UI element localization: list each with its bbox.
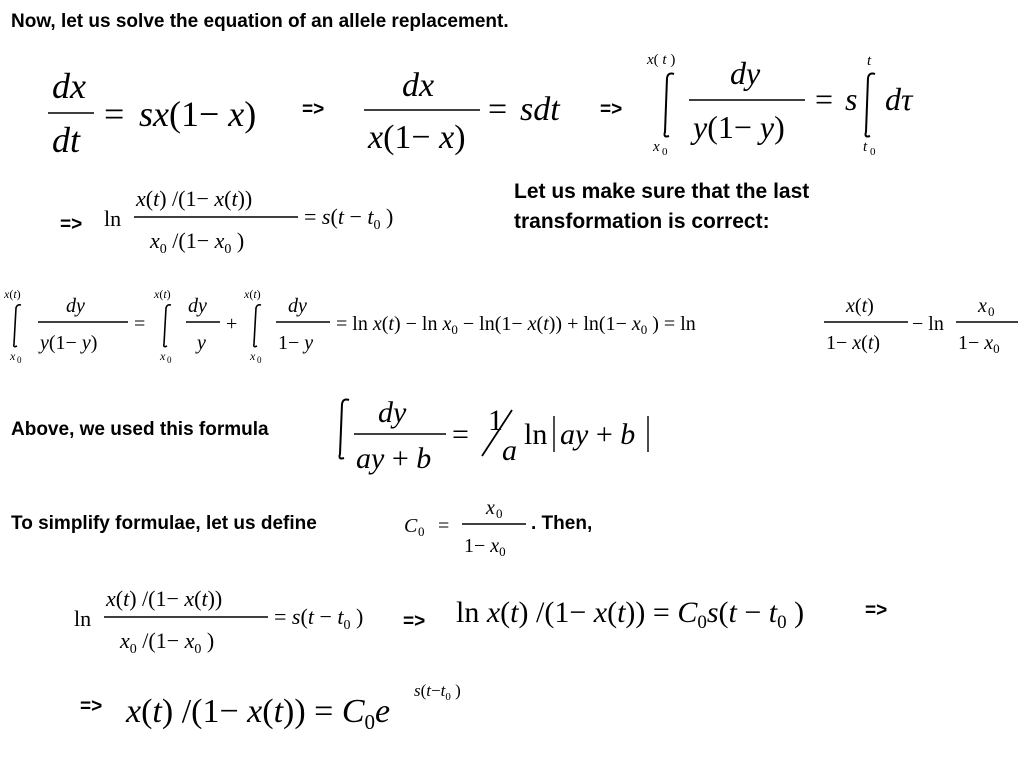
svg-text:=: = xyxy=(438,515,450,537)
arrow-5: => xyxy=(865,600,888,621)
svg-text:x(t): x(t) xyxy=(244,287,261,301)
svg-text:t: t xyxy=(863,139,868,155)
equation-dxdt xyxy=(44,60,284,160)
svg-text:y(1− y): y(1− y) xyxy=(40,332,98,354)
svg-text:ln: ln xyxy=(104,206,122,231)
svg-text:dx: dx xyxy=(402,67,435,104)
svg-text:s(t−t0 ): $s(t-t_0$ ) xyxy=(414,681,461,703)
svg-text:ln x(t) /(1− x(t)) = C0s(t − t: ln x(t) $/(1- x(t)) = C_0s(t - t_0$ ) xyxy=(456,596,805,633)
svg-text:1− x0: $1- x_0$ xyxy=(958,332,1000,356)
svg-text:=: = xyxy=(815,81,834,117)
svg-text:x0 /(1− x0 ): $x_0$ $/(1- x_0$ ) xyxy=(150,228,245,257)
svg-text:=: = xyxy=(134,313,146,335)
svg-text:x(t) /(1− x(t)) = C0e: x(t) $/(1- x(t)) = C_0e$ xyxy=(126,693,391,734)
svg-text:dy: dy xyxy=(66,295,85,317)
svg-text:x(t): x(t) xyxy=(846,295,874,317)
svg-text:x(1− x): x(1− x) xyxy=(368,119,466,156)
svg-text:1: 1 xyxy=(488,404,503,437)
arrow-3: => xyxy=(60,214,83,235)
equation-log-solution-repeat xyxy=(70,580,400,660)
svg-text:a: a xyxy=(502,434,517,467)
svg-text:x(t): x(t) xyxy=(4,287,21,301)
equation-c0-definition xyxy=(402,494,532,564)
svg-text:=: = xyxy=(452,418,469,451)
svg-text:x( t ): x( t ) xyxy=(647,52,676,68)
check-text-line2: transformation is correct: xyxy=(514,210,770,233)
svg-text:C: C xyxy=(404,515,418,537)
svg-text:y(1− y): y(1− y) xyxy=(693,109,785,145)
svg-text:− ln: − ln xyxy=(912,313,944,335)
svg-text:x: x xyxy=(250,349,256,363)
svg-text:x: x xyxy=(160,349,166,363)
svg-text:x0 /(1− x0 ): $x_0$ $/(1- x_0$ ) xyxy=(120,628,215,657)
svg-text:sx(1− x): sx(1− x) xyxy=(139,94,257,134)
svg-text:dt: dt xyxy=(52,120,81,160)
svg-text:0: 0 xyxy=(662,146,668,158)
svg-text:s: s xyxy=(845,81,858,117)
formula-label: Above, we used this formula xyxy=(11,419,269,440)
svg-text:dτ: dτ xyxy=(885,81,913,117)
intro-text: Now, let us solve the equation of an allele replacement. xyxy=(11,11,509,32)
svg-text:ln: ln xyxy=(74,606,92,631)
arrow-2: => xyxy=(600,99,623,120)
svg-text:0: 0 xyxy=(496,506,503,521)
equation-log-solution xyxy=(100,180,430,260)
svg-text:0: 0 xyxy=(167,355,172,365)
svg-text:0: 0 xyxy=(418,524,425,539)
arrow-6: => xyxy=(80,696,103,717)
svg-text:= ln x(t) − ln x0 − ln(1− x(t): = $\ln x(t) - \ln x_0 - \ln(1- x(t)) + \ln(1- x_0$ ) = ln xyxy=(336,313,696,337)
svg-text:+: + xyxy=(226,313,238,335)
svg-text:=: = xyxy=(488,91,508,128)
svg-text:ay + b: ay + b xyxy=(560,418,636,451)
svg-text:1− y: 1− y xyxy=(278,332,314,354)
svg-text:=: = xyxy=(104,94,125,134)
svg-text:x(t) /(1− x(t)): x(t) /(1− x(t)) xyxy=(106,586,223,611)
arrow-1: => xyxy=(302,99,325,120)
svg-text:x(t) /(1− x(t)): x(t) /(1− x(t)) xyxy=(136,186,253,211)
check-text-line1: Let us make sure that the last xyxy=(514,180,810,203)
svg-text:sdt: sdt xyxy=(520,91,560,128)
svg-text:= s(t − t0 ): = $s(t - t_0$ ) xyxy=(274,604,364,633)
svg-text:1− x0: $1- x_0$ xyxy=(464,535,506,559)
equation-integral xyxy=(645,48,935,160)
equation-separated xyxy=(360,60,580,160)
svg-text:dy: dy xyxy=(730,55,761,91)
svg-text:x(t): x(t) xyxy=(154,287,171,301)
equation-verification xyxy=(4,282,1022,368)
svg-text:dy: dy xyxy=(188,295,207,317)
svg-text:ln: ln xyxy=(524,418,548,451)
define-label: To simplify formulae, let us define xyxy=(11,513,317,534)
svg-text:x: x xyxy=(486,497,495,519)
svg-text:ay + b: ay + b xyxy=(356,442,432,475)
svg-text:y: y xyxy=(197,332,206,354)
equation-exponential xyxy=(122,678,492,738)
svg-text:0: 0 xyxy=(257,355,262,365)
svg-text:x: x xyxy=(10,349,16,363)
equation-integral-formula xyxy=(326,388,666,478)
svg-text:0: 0 xyxy=(870,146,876,158)
then-label: . Then, xyxy=(531,513,593,534)
svg-text:x: x xyxy=(653,139,660,155)
svg-text:0: 0 xyxy=(988,304,995,319)
svg-text:t: t xyxy=(867,53,872,69)
svg-text:= s(t − t0 ): = $s(t - t_0$ ) xyxy=(304,204,394,233)
svg-text:dy: dy xyxy=(378,396,407,429)
svg-text:1− x(t): 1− x(t) xyxy=(826,332,881,354)
svg-text:dx: dx xyxy=(52,66,86,106)
arrow-4: => xyxy=(403,611,426,632)
equation-log-c0 xyxy=(452,588,857,638)
svg-text:x: x xyxy=(978,295,987,317)
svg-text:0: 0 xyxy=(17,355,22,365)
svg-text:dy: dy xyxy=(288,295,307,317)
